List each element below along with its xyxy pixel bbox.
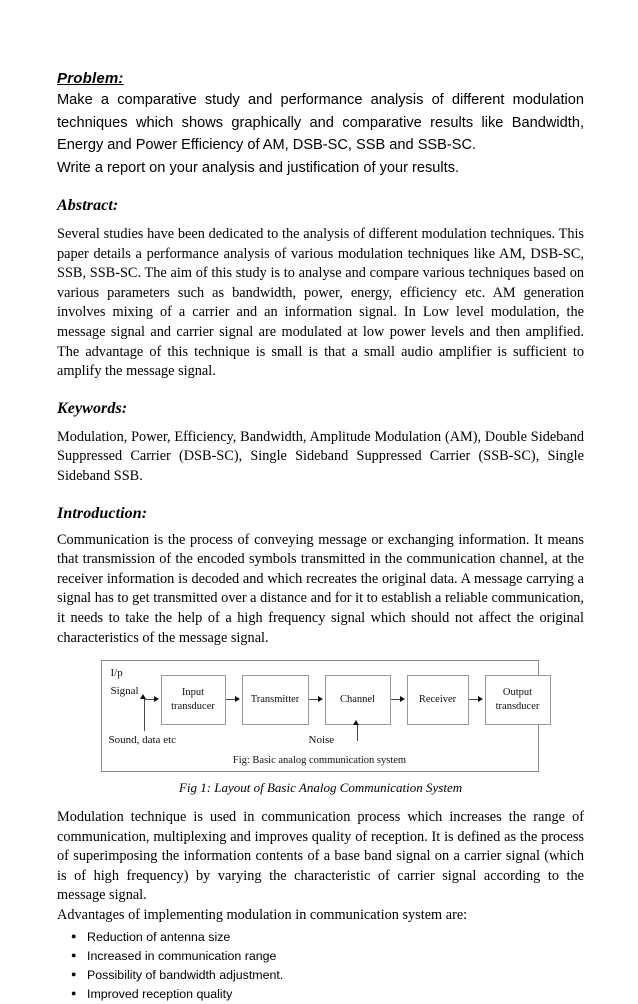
introduction-heading: Introduction: bbox=[57, 504, 148, 522]
figure-inner-caption: Fig: Basic analog communication system bbox=[232, 755, 407, 767]
noise-label: Noise bbox=[308, 734, 335, 747]
connector-2-arrowhead-icon bbox=[318, 696, 323, 702]
signal-arrowhead-icon bbox=[154, 696, 159, 702]
list-item: ● Increased in communication range bbox=[57, 947, 584, 966]
connector-4-arrowhead-icon bbox=[478, 696, 483, 702]
list-item: ● Possibility of bandwidth adjustment. bbox=[57, 966, 584, 985]
block-output-transducer-line2: transducer bbox=[495, 701, 540, 713]
page-content bbox=[57, 70, 584, 1004]
noise-arrowhead-icon bbox=[353, 720, 359, 725]
source-connector bbox=[144, 699, 145, 731]
problem-heading: Problem: bbox=[57, 70, 124, 87]
block-transmitter bbox=[242, 675, 309, 725]
list-item: ● Improved reception quality bbox=[57, 985, 584, 1004]
block-receiver-line1: Receiver bbox=[418, 694, 457, 706]
introduction-paragraph-1: Communication is the process of conveying message or exchanging information. It means that transmission of the encoded symbols transmitted in the communication channel, at the receiver information is decoded and which recreates the original data. A message carrying a signal has to get transmitted over a distance and for it to establish a reliable communication, it needs to take the help of a high frequency signal which should not affect the original characteristics of the message signal. bbox=[57, 531, 584, 646]
block-transmitter-line1: Transmitter bbox=[250, 694, 300, 706]
list-item: ● Reduction of antenna size bbox=[57, 928, 584, 947]
introduction-paragraph-2: Modulation technique is used in communication process which increases the range of communication, multiplexing and improves quality of reception. It is defined as the process of superimposing the information contents of a base band signal on a carrier signal (which is of high frequency) by varying the characteristic of carrier signal according to the message signal. bbox=[57, 809, 584, 904]
block-output-transducer-line1: Output bbox=[502, 687, 533, 699]
source-label: Sound, data etc bbox=[108, 734, 177, 747]
problem-paragraph-line2: Write a report on your analysis and justification of your results. bbox=[57, 159, 460, 176]
block-receiver bbox=[407, 675, 469, 725]
figure-caption: Fig 1: Layout of Basic Analog Communication System bbox=[178, 780, 463, 796]
noise-connector bbox=[357, 725, 358, 741]
block-diagram bbox=[101, 660, 539, 772]
input-signal-label-line2: Signal bbox=[110, 685, 139, 698]
block-input-transducer-line2: transducer bbox=[171, 701, 215, 713]
input-signal-label-line1: I/p bbox=[110, 667, 123, 680]
abstract-text: Several studies have been dedicated to the analysis of different modulation techniques. This paper details a performance analysis of various modulation techniques like AM, DSB-SC, SSB, SSB-SC. The aim of this study is to analyse and compare various techniques based on various parameters such as bandwidth, power, energy, efficiency etc. AM generation involves mixing of a carrier and an information signal. In Low level modulation, the message signal and carrier signal are modulated at low power levels and then amplified. The advantage of this technique is small is that a small audio amplifier is sufficient to amplify the message signal. bbox=[57, 226, 584, 380]
connector-1-arrowhead-icon bbox=[235, 696, 240, 702]
abstract-heading: Abstract: bbox=[57, 197, 119, 214]
problem-paragraph: Make a comparative study and performance analysis of different modulation techniques which shows graphically and comparative results like Bandwidth, Energy and Power Efficiency of AM, DSB-SC, SSB and SSB-SC. bbox=[57, 92, 584, 153]
advantages-list bbox=[57, 928, 584, 1004]
block-channel-line1: Channel bbox=[340, 694, 375, 706]
advantages-intro: Advantages of implementing modulation in communication system are: bbox=[57, 907, 468, 924]
block-input-transducer bbox=[161, 675, 226, 725]
block-channel bbox=[325, 675, 391, 725]
figure-1 bbox=[101, 660, 541, 796]
keywords-heading: Keywords: bbox=[57, 399, 128, 417]
block-output-transducer bbox=[485, 675, 551, 725]
keywords-text: Modulation, Power, Efficiency, Bandwidth, Amplitude Modulation (AM), Double Sideband Suppressed Carrier (DSB-SC), Single Sideband Suppressed Carrier (SSB-SC), Single Sideband SSB. bbox=[57, 428, 584, 484]
block-input-transducer-line1: Input bbox=[181, 687, 205, 699]
connector-3-arrowhead-icon bbox=[400, 696, 405, 702]
